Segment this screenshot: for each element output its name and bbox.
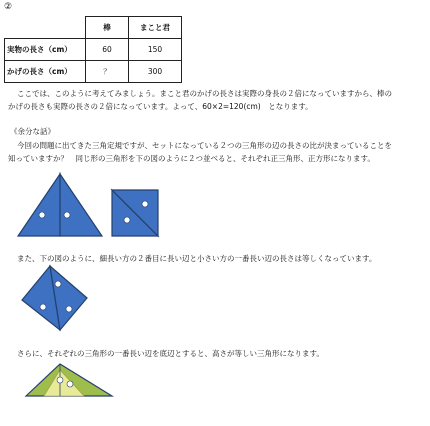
table-corner xyxy=(5,17,86,39)
table-header-stick: 棒 xyxy=(86,17,129,39)
hole-icon xyxy=(142,201,148,207)
wide-triangle-green xyxy=(26,364,112,396)
hole-icon xyxy=(55,281,61,287)
section-number: ② xyxy=(4,2,13,12)
table-row-label: かげの長さ（cm） xyxy=(5,61,86,83)
aside-para1-line2: 知っていますか？ 同じ形の三角形を下の図のように２つ並べると、それぞれ正三角形、正方形になります。 xyxy=(8,154,375,163)
square-lower-triangle xyxy=(112,190,158,236)
table-row xyxy=(5,39,182,61)
data-table xyxy=(4,16,182,83)
hole-icon xyxy=(40,304,46,310)
table-row xyxy=(5,61,182,83)
hole-icon xyxy=(67,381,73,387)
triangle-left-half xyxy=(18,174,60,236)
aside-para3: さらに、それぞれの三角形の一番長い辺を底辺とすると、高さが等しい三角形になります。 xyxy=(17,349,324,358)
table-header-makoto: まこと君 xyxy=(129,17,182,39)
hole-icon xyxy=(66,306,72,312)
hole-icon xyxy=(124,217,130,223)
aside-para2: また、下の図のように、細長い方の２番目に長い辺と小さい方の一番長い辺の長さは等しくなっています。 xyxy=(17,254,377,263)
triangle-right-half xyxy=(60,174,102,236)
hole-icon xyxy=(57,377,63,383)
table-cell: 150 xyxy=(129,39,182,61)
table-row-label: 実物の長さ（cm） xyxy=(5,39,86,61)
table-cell: 300 xyxy=(129,61,182,83)
square-upper-triangle xyxy=(112,190,158,236)
explanation-line-2: かげの長さも実際の長さの２倍になっています。よって、60×2=120(cm) となります。 xyxy=(8,102,313,111)
aside-para1-line1: 今回の問題に出てきた三角定規ですが、セットになっている２つの三角形の辺の長さの比が決まっていることを xyxy=(17,141,392,150)
table-cell: 60 xyxy=(86,39,129,61)
rotated-triangle-large xyxy=(22,266,60,330)
aside-heading: 《余分な話》 xyxy=(10,127,55,136)
table-header-row xyxy=(5,17,182,39)
overlap-region-yellow xyxy=(44,370,84,396)
hole-icon xyxy=(39,212,45,218)
explanation-line-1: ここでは、このように考えてみましょう。まこと君のかげの長さは実際の身長の２倍になっていますから、棒の xyxy=(17,89,392,98)
table-cell: ？ xyxy=(86,61,129,83)
rotated-triangle-small xyxy=(50,266,87,330)
hole-icon xyxy=(64,212,70,218)
